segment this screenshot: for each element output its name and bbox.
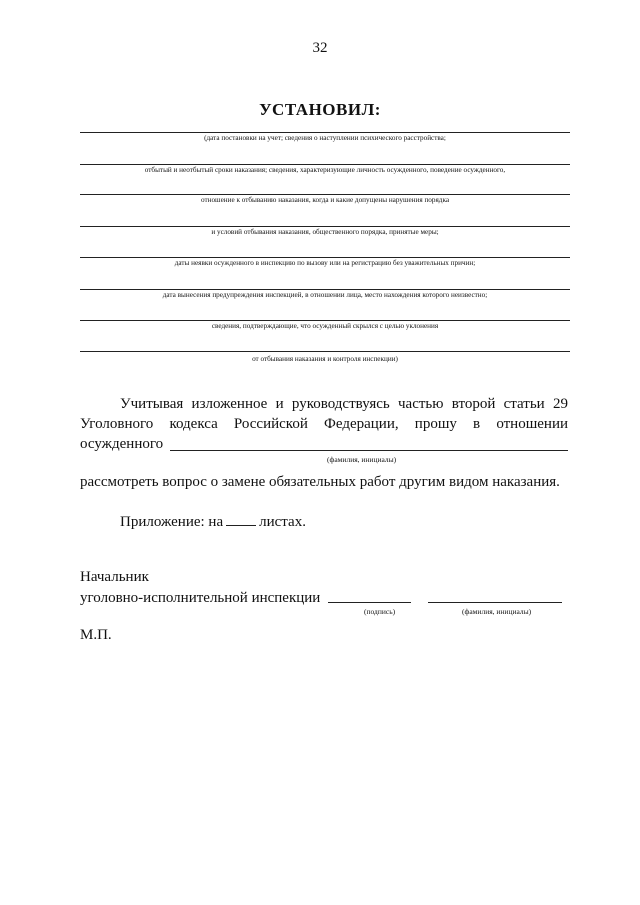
fill-line-2	[80, 164, 570, 165]
stamp-place-label: М.П.	[80, 627, 112, 643]
signature-blank-line	[328, 602, 411, 603]
attachment-sheets-blank[interactable]	[226, 511, 256, 526]
name-blank-line	[428, 602, 562, 603]
attachment-prefix: Приложение: на	[120, 514, 224, 530]
caption-line-4: и условий отбывания наказания, общественного порядка, принятые меры;	[211, 228, 439, 236]
fill-line-3	[80, 194, 570, 195]
request-paragraph-line-1: Учитывая изложенное и руководствуясь частью второй статьи 29	[120, 396, 568, 412]
caption-line-6: дата вынесения предупреждения инспекцией, в отношении лица, место нахождения которого неизвестно;	[162, 291, 488, 299]
fill-line-5	[80, 257, 570, 258]
convicted-name-line	[170, 450, 568, 451]
signer-title-line-2: уголовно-исполнительной инспекции	[80, 590, 321, 606]
caption-line-2: отбытый и неотбытый сроки наказания; сведения, характеризующие личность осужденного, поведение осужденного,	[144, 166, 506, 174]
name-caption: (фамилия, инициалы)	[462, 607, 532, 616]
request-paragraph-line-2: Уголовного кодекса Российской Федерации, прошу в отношении	[80, 416, 568, 432]
signer-title-line-1: Начальник	[80, 569, 149, 585]
page-number: 32	[312, 40, 328, 56]
convicted-label: осужденного	[80, 436, 164, 452]
heading-established: УСТАНОВИЛ:	[259, 100, 381, 119]
fill-line-7	[80, 320, 570, 321]
caption-line-1: (дата постановки на учет; сведения о наступлении психического расстройства;	[204, 134, 446, 142]
signature-caption: (подпись)	[364, 607, 396, 616]
fill-line-1	[80, 132, 570, 133]
convicted-name-caption: (фамилия, инициалы)	[327, 455, 397, 464]
fill-line-6	[80, 289, 570, 290]
request-paragraph-final: рассмотреть вопрос о замене обязательных работ другим видом наказания.	[80, 474, 560, 490]
fill-line-8	[80, 351, 570, 352]
fill-line-4	[80, 226, 570, 227]
caption-line-5: даты неявки осужденного в инспекцию по вызову или на регистрацию без уважительных причин;	[174, 259, 476, 267]
caption-line-8: от отбывания наказания и контроля инспекции)	[252, 355, 398, 363]
caption-line-7: сведения, подтверждающие, что осужденный скрылся с целью уклонения	[211, 322, 439, 330]
attachment-line	[120, 511, 306, 532]
attachment-suffix: листах.	[259, 514, 306, 530]
caption-line-3: отношение к отбыванию наказания, когда и какие допущены нарушения порядка	[200, 196, 450, 204]
